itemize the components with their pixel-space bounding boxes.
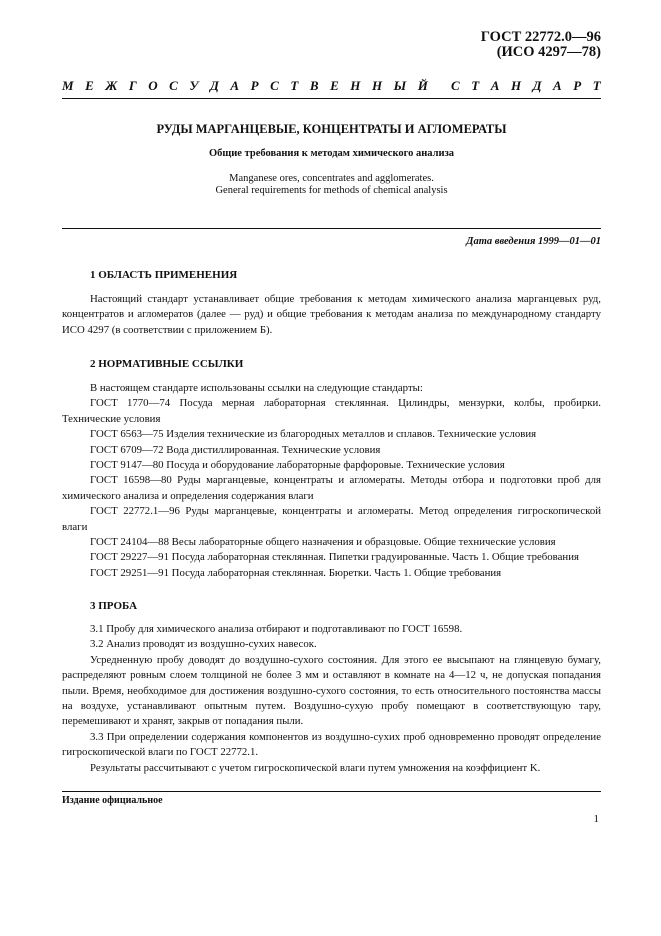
banner-letter: А: [230, 78, 240, 93]
section-3-heading: 3 ПРОБА: [90, 600, 138, 612]
banner-letter: М: [62, 78, 74, 93]
gost-number: ГОСТ 22772.0—96: [480, 29, 601, 45]
banner-letter: С: [169, 78, 178, 93]
page-number: 1: [593, 813, 599, 825]
clause-3-2-detail: Усредненную пробу доводят до воздушно-сухого состояния. Для этого ее высыпают на глянцевую бумагу, распределяют ровным слоем толщиной не более 3 мм и оставляют в комнате на 4—12 ч, не допуская попадания пыли. Время, необходимое для достижения воздушно-сухого состояния, то есть относительного постоянства массы на воздухе, устанавливают опытным путем. Воздушно-сухую пробу помещают в соответствующую тару, перемешивают и хранят, закрыв от попадания пыли.: [62, 653, 601, 728]
section-3-body: [62, 622, 601, 776]
banner-letter: Н: [350, 78, 361, 93]
banner-letter: Н: [510, 78, 522, 93]
banner-letter: Т: [592, 78, 601, 93]
document-subtitle: Общие требования к методам химического анализа: [208, 148, 455, 159]
banner-letter: Ы: [393, 78, 407, 93]
reference-item: ГОСТ 29227—91 Посуда лабораторная стеклянная. Пипетки градуированные. Часть 1. Общие требования: [90, 551, 579, 564]
iso-number: (ИСО 4297—78): [496, 44, 601, 60]
banner-letter: Т: [290, 78, 299, 93]
reference-item: ГОСТ 6709—72 Вода дистиллированная. Технические условия: [90, 443, 381, 456]
english-title-line-1: Manganese ores, concentrates and agglomerates.: [229, 173, 434, 184]
english-title-line-2: General requirements for methods of chemical analysis: [215, 185, 448, 196]
banner-letter: Р: [250, 78, 259, 93]
clause-3-1: 3.1 Пробу для химического анализа отбирают и подготавливают по ГОСТ 16598.: [90, 623, 463, 635]
interstate-standard-banner: [62, 78, 601, 94]
banner-letter: Г: [128, 78, 137, 93]
reference-item: ГОСТ 29251—91 Посуда лабораторная стеклянная. Бюретки. Часть 1. Общие требования: [90, 566, 502, 579]
section-2-body: [62, 381, 601, 581]
section-2-heading: 2 НОРМАТИВНЫЕ ССЫЛКИ: [90, 358, 244, 370]
reference-item: ГОСТ 6563—75 Изделия технические из благородных металлов и сплавов. Технические условия: [90, 428, 537, 441]
banner-rule: [62, 98, 601, 99]
official-edition-label: Издание официальное: [62, 795, 163, 806]
banner-letter: Т: [471, 78, 480, 93]
reference-item: ГОСТ 22772.1—96 Руды марганцевые, концентраты и агломераты. Метод определения гигроскопической влаги: [62, 505, 601, 533]
banner-letter: Н: [371, 78, 383, 93]
english-title: [62, 173, 601, 197]
banner-letter: Ж: [105, 78, 118, 93]
section-1-paragraph: Настоящий стандарт устанавливает общие требования к методам химического анализа марганцевых руд, концентратов и агломератов (далее — руд) и общие требования к методам анализа по международному стандарту ИСО 4297 (в соответствии с приложением Б).: [62, 293, 601, 336]
section-1-body: [62, 292, 601, 338]
document-title: РУДЫ МАРГАНЦЕВЫЕ, КОНЦЕНТРАТЫ И АГЛОМЕРАТЫ: [156, 122, 507, 136]
banner-letter: Й: [417, 78, 428, 93]
banner-letter: С: [270, 78, 279, 93]
references-intro: В настоящем стандарте использованы ссылки на следующие стандарты:: [90, 382, 423, 394]
reference-item: ГОСТ 24104—88 Весы лабораторные общего назначения и образцовые. Общие технические условия: [90, 536, 556, 549]
footer-rule: [62, 791, 601, 792]
document-id-block: [481, 30, 601, 60]
banner-letter: А: [490, 78, 500, 93]
banner-letter: Е: [330, 78, 339, 93]
banner-letter: А: [553, 78, 562, 93]
banner-letter: С: [451, 78, 460, 93]
banner-letter: У: [189, 78, 199, 93]
banner-letter: В: [309, 78, 319, 93]
date-rule: [62, 228, 601, 229]
banner-letter: Д: [209, 78, 219, 93]
effective-date: Дата введения 1999—01—01: [466, 236, 601, 247]
reference-item: ГОСТ 1770—74 Посуда мерная лабораторная стеклянная. Цилиндры, мензурки, колбы, пробирки. Технические условия: [62, 397, 601, 425]
reference-item: ГОСТ 16598—80 Руды марганцевые, концентраты и агломераты. Методы отбора и подготовки проб для химического анализа и определения содержания влаги: [62, 474, 601, 502]
banner-letter: Е: [85, 78, 94, 93]
clause-3-3-results: Результаты рассчитывают с учетом гигроскопической влаги путем умножения на коэффициент K.: [90, 761, 541, 774]
banner-letter: О: [148, 78, 158, 93]
section-1-heading: 1 ОБЛАСТЬ ПРИМЕНЕНИЯ: [90, 269, 238, 281]
clause-3-3: 3.3 При определении содержания компонентов из воздушно-сухих проб одновременно проводят определение гигроскопической влаги по ГОСТ 22772.1.: [62, 730, 601, 759]
reference-item: ГОСТ 9147—80 Посуда и оборудование лабораторные фарфоровые. Технические условия: [90, 459, 505, 472]
banner-letter: Р: [573, 78, 582, 93]
clause-3-2: 3.2 Анализ проводят из воздушно-сухих навесок.: [90, 638, 317, 651]
banner-letter: Д: [532, 78, 542, 93]
